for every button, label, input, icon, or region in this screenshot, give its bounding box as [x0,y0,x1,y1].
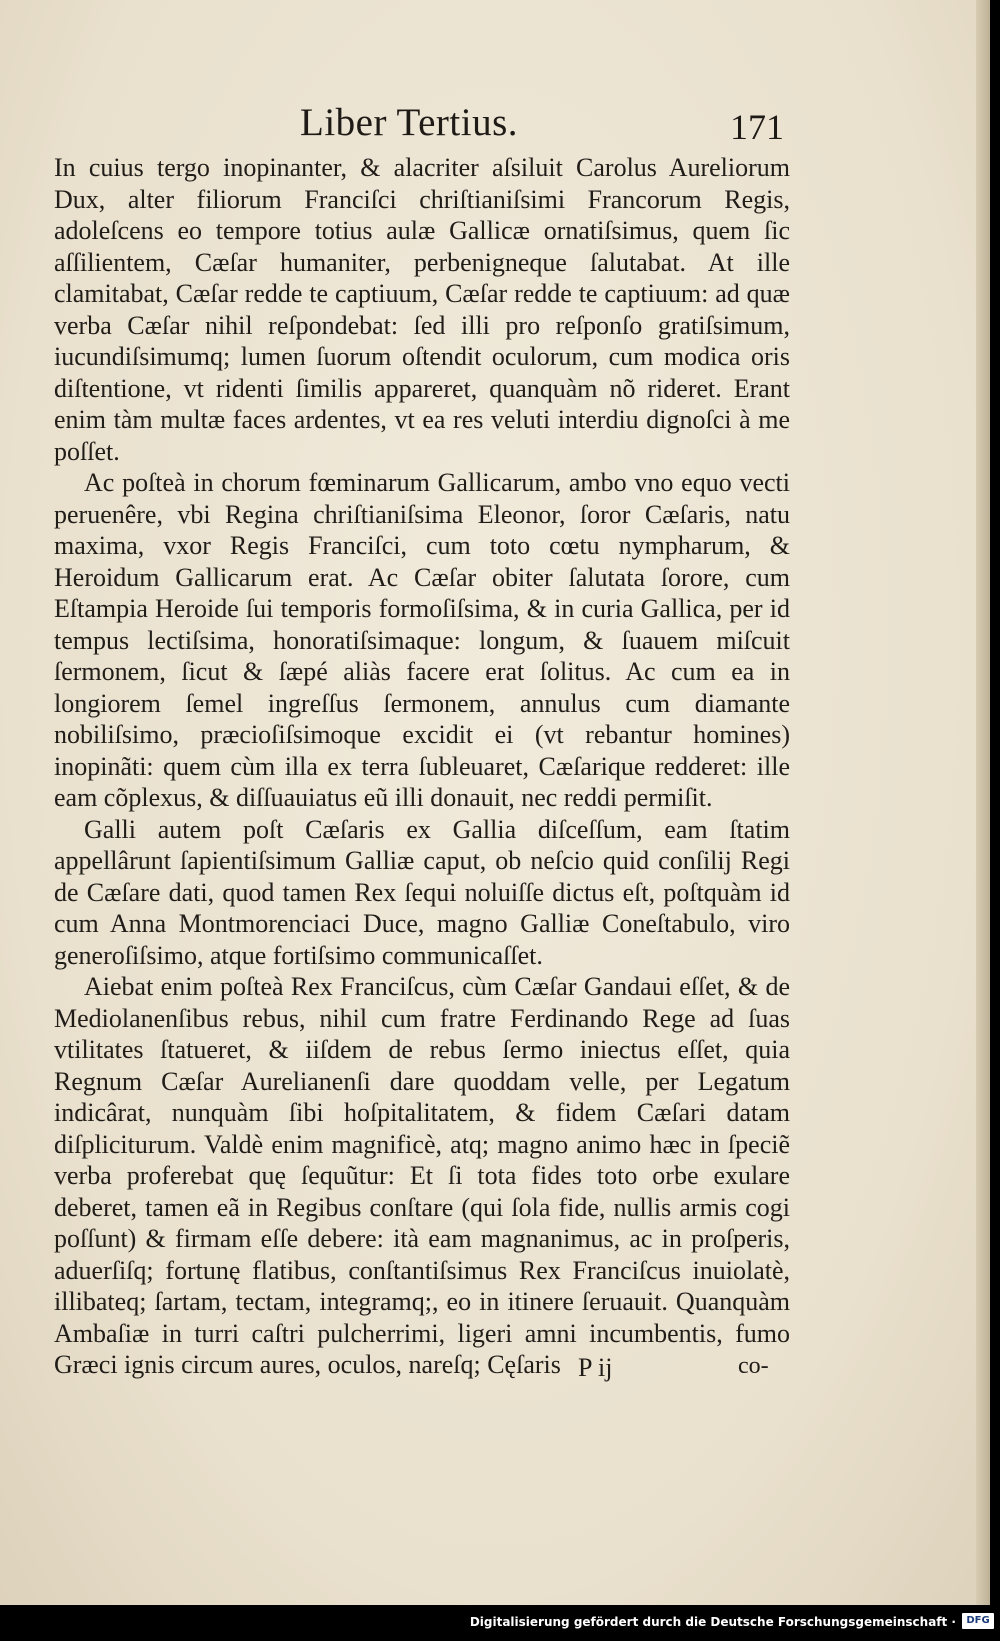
funding-credit: Digitalisierung gefördert durch die Deutsche Forschungsgemeinschaft · [469,1615,956,1629]
body-text [54,152,790,1381]
signature-mark: P ij [578,1353,613,1382]
page-edge [976,0,990,1605]
catchword: co- [738,1353,769,1379]
dfg-logo-icon: DFG [962,1613,994,1629]
running-title: Liber Tertius. [300,101,518,144]
paragraph-4: Aiebat enim poſteà Rex Franciſcus, cùm Cæſar Gandaui eſſet, & de Mediolanenſibus rebus, nihil cum fratre Ferdinando Rege ad ſuas vtilitates ſtatueret, & iiſdem de rebus ſermo iniectus eſſet, quia Regnum Cæſar Aurelianenſi dare quoddam velle, per Legatum indicârat, nunquàm ſibi hoſpitalitatem, & fidem Cæſari datam diſpliciturum. Valdè enim magnificè, atq; magno animo hæc in ſpeciẽ verba proferebat quę ſequũtur: Et ſi tota fides toto orbe exulare deberet, tamen eã in Regibus conſtare (qui ſola fide, nullis armis cogi poſſunt) & firmam eſſe debere: ità eam magnanimus, ac in proſperis, aduerſiſq; fortunę flatibus, conſtantiſsimus Rex Franciſcus inuiolatè, illibateq; ſartam, tectam, integramq;, eo in itinere ſeruauit. Quanquàm Ambaſiæ in turri caſtri pulcherrimi, ligeri amni incumbentis, fumo Græci ignis circum aures, oculos, nareſq; Cęſaris [54,972,790,1379]
page-number: 171 [730,107,784,147]
paragraph-3: Galli autem poſt Cæſaris ex Gallia diſceſſum, eam ſtatim appellârunt ſapientiſsimum Galliæ caput, ob neſcio quid conſilij Regi de Cæſare dati, quod tamen Rex ſequi noluiſſe dictus eſt, poſtquàm id cum Anna Montmorenciaci Duce, magno Galliæ Coneſtabulo, viro generoſiſsimo, atque fortiſsimo communicaſſet. [54,814,790,970]
paragraph-2: Ac poſteà in chorum fœminarum Gallicarum, ambo vno equo vecti peruenêre, vbi Regina chriſtianiſsima Eleonor, ſoror Cæſaris, natu maxima, vxor Regis Franciſci, cum toto cœtu nympharum, & Heroidum Gallicarum erat. Ac Cæſar obiter ſalutata ſorore, cum Eſtampia Heroide ſui temporis formoſiſsima, & in curia Gallica, per id tempus lectiſsima, honoratiſsimaque: longum, & ſuauem miſcuit ſermonem, ſicut & ſæpé aliàs facere erat ſolitus. Ac cum ea in longiorem ſemel ingreſſus ſermonem, annulus cum diamante nobiliſsimo, præcioſiſsimoque excidit ei (vt rebantur homines) inopinãti: quem cùm illa ex terra ſubleuaret, Cæſarique redderet: ille eam cõplexus, & diſſuauiatus eũ illi donauit, nec reddi permiſit. [54,468,790,812]
paragraph-1: In cuius tergo inopinanter, & alacriter aſsiluit Carolus Aureliorum Dux, alter filiorum Franciſci chriſtianiſsimi Francorum Regis, adoleſcens eo tempore totius aulæ Gallicæ ornatiſsimus, quem ſic aſſilientem, Cæſar humaniter, perbenigneque ſalutabat. At ille clamitabat, Cæſar redde te captiuum, Cæſar redde te captiuum: ad quæ verba Cæſar nihil reſpondebat: ſed illi pro reſponſo gratiſsimum, iucundiſsimumq; lumen ſuorum oſtendit oculorum, cum modica oris diſtentione, vt ridenti ſimilis appareret, quanquàm nõ rideret. Erant enim tàm multæ faces ardentes, vt ea res veluti interdiu dignoſci à me poſſet. [54,153,790,466]
digitization-footer [0,1605,1000,1641]
page-header [0,100,990,150]
